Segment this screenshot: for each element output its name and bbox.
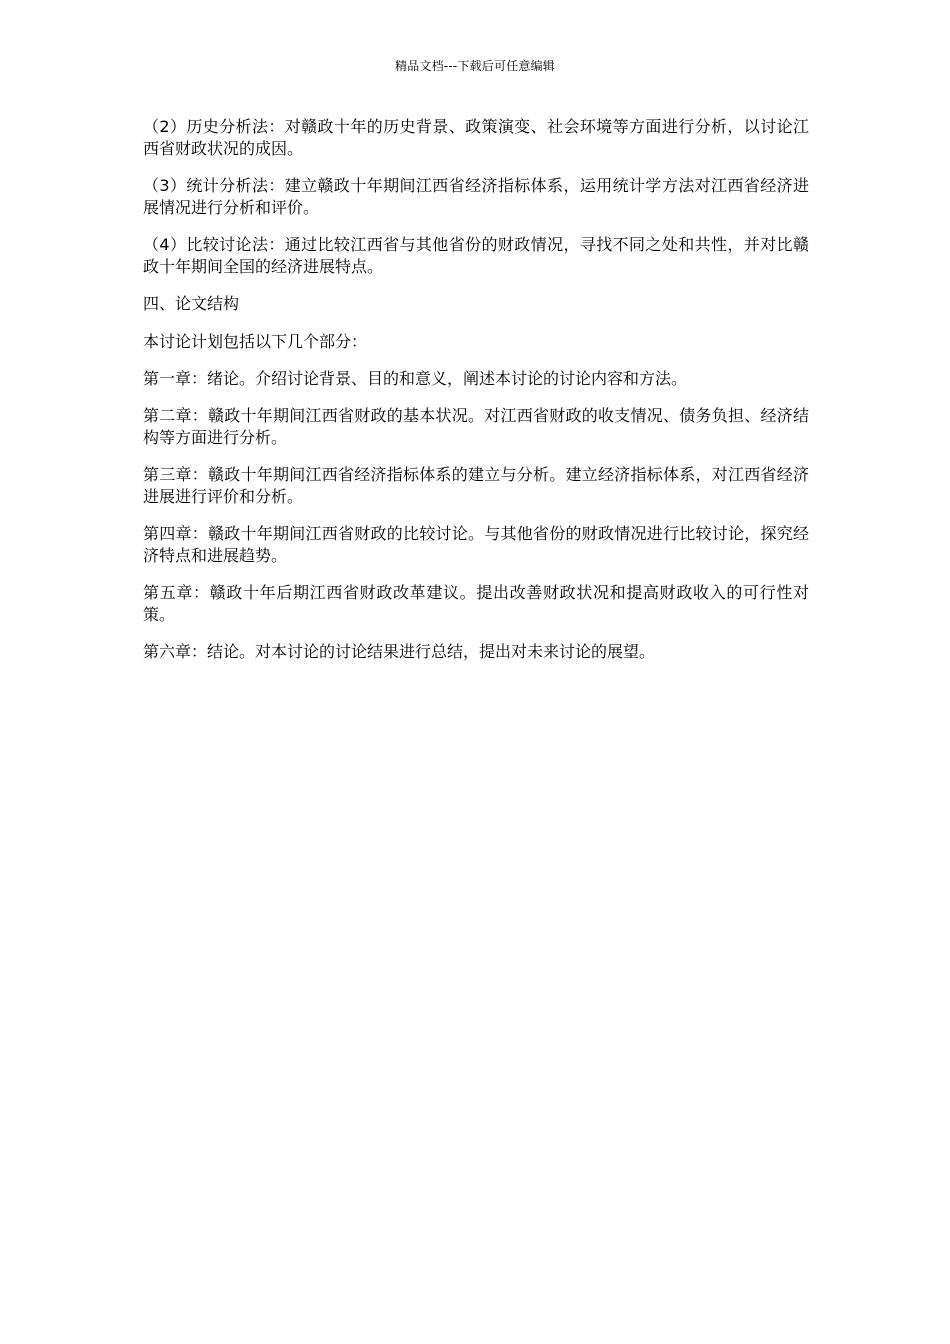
paragraph-plan-intro: 本讨论计划包括以下几个部分：: [143, 332, 368, 351]
paragraph-chapter-3: 第三章：赣政十年期间江西省经济指标体系的建立与分析。建立经济指标体系，对江西省经济进展进行评价和分析。: [143, 465, 809, 506]
paragraph-chapter-5: 第五章：赣政十年后期江西省财政改革建议。提出改善财政状况和提高财政收入的可行性对策。: [143, 583, 809, 624]
paragraph-historical-method: （2）历史分析法：对赣政十年的历史背景、政策演变、社会环境等方面进行分析，以讨论江西省财政状况的成因。: [143, 117, 809, 158]
paragraph-chapter-4: 第四章：赣政十年期间江西省财政的比较讨论。与其他省份的财政情况进行比较讨论，探究经济特点和进展趋势。: [143, 524, 809, 565]
paragraph-chapter-2: 第二章：赣政十年期间江西省财政的基本状况。对江西省财政的收支情况、债务负担、经济结构等方面进行分析。: [143, 406, 809, 447]
paragraph-statistical-method: （3）统计分析法：建立赣政十年期间江西省经济指标体系，运用统计学方法对江西省经济进展情况进行分析和评价。: [143, 176, 809, 217]
paragraph-chapter-1: 第一章：绪论。介绍讨论背景、目的和意义，阐述本讨论的讨论内容和方法。: [143, 369, 688, 388]
paragraph-comparative-method: （4）比较讨论法：通过比较江西省与其他省份的财政情况，寻找不同之处和共性，并对比赣政十年期间全国的经济进展特点。: [143, 235, 809, 276]
document-body: [143, 116, 809, 678]
paragraph-chapter-6: 第六章：结论。对本讨论的讨论结果进行总结，提出对未来讨论的展望。: [143, 642, 656, 661]
page-header: 精品文档---下载后可任意编辑: [395, 59, 555, 73]
section-heading-structure: 四、论文结构: [143, 294, 240, 313]
